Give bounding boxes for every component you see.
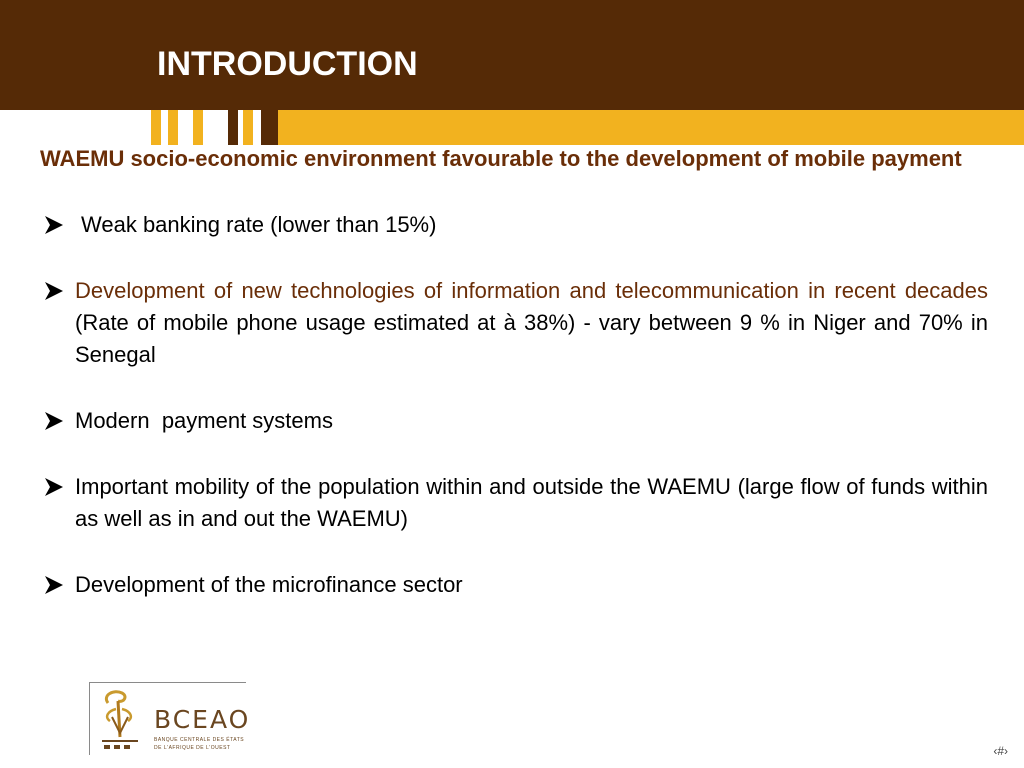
stripe [151,110,161,145]
logo-subtitle-line: DE L'AFRIQUE DE L'OUEST [154,745,231,751]
logo-subtitle-line: BANQUE CENTRALE DES ÉTATS [154,737,245,743]
decorative-stripes [0,110,1024,145]
bullet-item [40,209,988,241]
bullet-item [40,569,988,601]
stripe [193,110,203,145]
logo-wordmark: BCEAO [154,705,251,734]
slide-content [40,143,988,635]
bullet-item [40,405,988,437]
bceao-logo [89,682,251,755]
bullet-item [40,471,988,535]
header-band [0,0,1024,110]
logo-subtitle [154,736,246,752]
stripe [278,110,1024,145]
slide-title: INTRODUCTION [157,45,418,83]
arrowhead-bullet-icon [44,411,64,431]
bullet-text: Important mobility of the population within and outside the WAEMU (large flow of funds within as well as in and out the WAEMU) [75,474,988,531]
bullet-text: Development of the microfinance sector [75,572,463,597]
bullet-text: (Rate of mobile phone usage estimated at à 38%) - vary between 9 % in Niger and 70% in Senegal [75,310,988,367]
bullet-text: Modern payment systems [75,408,333,433]
stripe [228,110,238,145]
stripe [261,110,278,145]
arrowhead-bullet-icon [44,215,64,235]
arrowhead-bullet-icon [44,477,64,497]
arrowhead-bullet-icon [44,281,64,301]
bullet-item [40,275,988,371]
stripe [168,110,178,145]
bullet-text-highlight: Development of new technologies of information and telecommunication in recent decades [75,278,988,303]
arrowhead-bullet-icon [44,575,64,595]
bullet-text: Weak banking rate (lower than 15%) [81,212,437,237]
bceao-emblem-icon [94,687,152,751]
stripe [243,110,253,145]
page-number: ‹#› [993,744,1008,758]
section-heading: WAEMU socio-economic environment favourable to the development of mobile payment [40,146,962,171]
